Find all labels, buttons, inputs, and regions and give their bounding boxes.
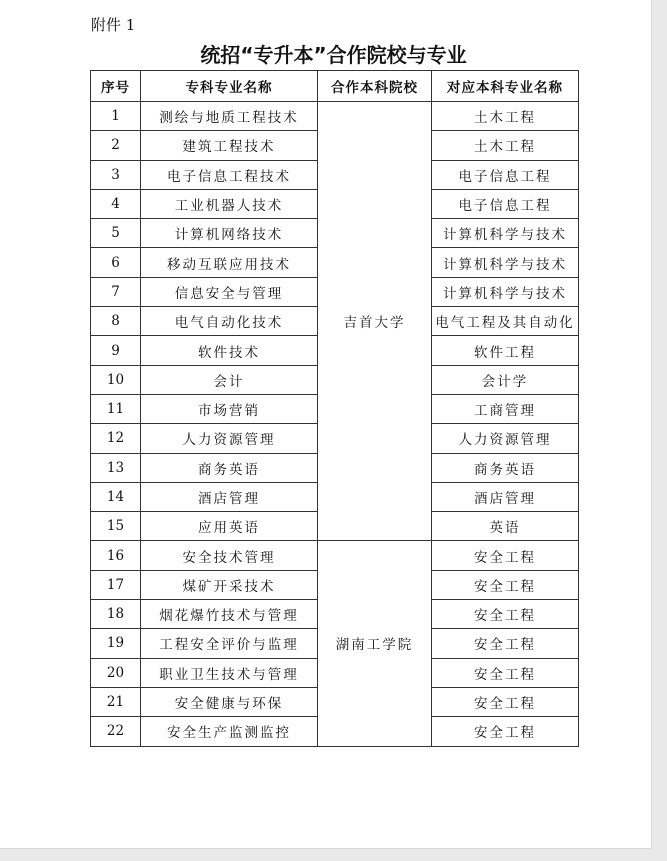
bachelor-major-name: 商务英语 [432,453,579,482]
bachelor-major-name: 安全工程 [432,658,579,687]
row-number: 22 [91,717,141,746]
bachelor-major-name: 安全工程 [432,570,579,599]
bachelor-major-name: 工商管理 [432,394,579,423]
row-number: 13 [91,453,141,482]
row-number: 19 [91,629,141,658]
bachelor-major-name: 安全工程 [432,687,579,716]
bachelor-major-name: 土木工程 [432,131,579,160]
associate-major-name: 安全技术管理 [141,541,318,570]
table-row [91,541,579,570]
row-number: 1 [91,102,141,131]
row-number: 15 [91,512,141,541]
row-number: 20 [91,658,141,687]
table-header-row [91,71,579,102]
bachelor-major-name: 会计学 [432,365,579,394]
associate-major-name: 会计 [141,365,318,394]
bachelor-major-name: 土木工程 [432,102,579,131]
associate-major-name: 应用英语 [141,512,318,541]
header-associate-major: 专科专业名称 [141,71,318,102]
table-row [91,102,579,131]
bachelor-major-name: 软件工程 [432,336,579,365]
table-body [91,102,579,747]
associate-major-name: 安全生产监测监控 [141,717,318,746]
associate-major-name: 市场营销 [141,394,318,423]
row-number: 17 [91,570,141,599]
associate-major-name: 建筑工程技术 [141,131,318,160]
partner-university: 吉首大学 [318,102,432,541]
associate-major-name: 酒店管理 [141,482,318,511]
majors-table [90,70,579,747]
row-number: 10 [91,365,141,394]
associate-major-name: 人力资源管理 [141,424,318,453]
row-number: 7 [91,277,141,306]
row-number: 8 [91,307,141,336]
row-number: 4 [91,189,141,218]
attachment-label: 附件 1 [91,16,136,34]
bachelor-major-name: 英语 [432,512,579,541]
bachelor-major-name: 安全工程 [432,600,579,629]
bachelor-major-name: 电气工程及其自动化 [432,307,579,336]
row-number: 16 [91,541,141,570]
header-partner-university: 合作本科院校 [318,71,432,102]
bachelor-major-name: 计算机科学与技术 [432,248,579,277]
row-number: 12 [91,424,141,453]
associate-major-name: 商务英语 [141,453,318,482]
associate-major-name: 煤矿开采技术 [141,570,318,599]
row-number: 9 [91,336,141,365]
associate-major-name: 工业机器人技术 [141,189,318,218]
partner-university: 湖南工学院 [318,541,432,746]
bachelor-major-name: 安全工程 [432,541,579,570]
bachelor-major-name: 计算机科学与技术 [432,219,579,248]
row-number: 14 [91,482,141,511]
associate-major-name: 安全健康与环保 [141,687,318,716]
row-number: 21 [91,687,141,716]
bachelor-major-name: 安全工程 [432,717,579,746]
header-number: 序号 [91,71,141,102]
associate-major-name: 信息安全与管理 [141,277,318,306]
bachelor-major-name: 计算机科学与技术 [432,277,579,306]
header-bachelor-major: 对应本科专业名称 [432,71,579,102]
bachelor-major-name: 电子信息工程 [432,189,579,218]
row-number: 18 [91,600,141,629]
associate-major-name: 职业卫生技术与管理 [141,658,318,687]
associate-major-name: 软件技术 [141,336,318,365]
row-number: 2 [91,131,141,160]
bachelor-major-name: 人力资源管理 [432,424,579,453]
row-number: 3 [91,160,141,189]
document-title: 统招“专升本”合作院校与专业 [200,43,467,67]
associate-major-name: 计算机网络技术 [141,219,318,248]
bachelor-major-name: 电子信息工程 [432,160,579,189]
associate-major-name: 移动互联应用技术 [141,248,318,277]
bachelor-major-name: 安全工程 [432,629,579,658]
bachelor-major-name: 酒店管理 [432,482,579,511]
row-number: 11 [91,394,141,423]
associate-major-name: 测绘与地质工程技术 [141,102,318,131]
row-number: 5 [91,219,141,248]
associate-major-name: 烟花爆竹技术与管理 [141,600,318,629]
associate-major-name: 电气自动化技术 [141,307,318,336]
associate-major-name: 工程安全评价与监理 [141,629,318,658]
row-number: 6 [91,248,141,277]
associate-major-name: 电子信息工程技术 [141,160,318,189]
